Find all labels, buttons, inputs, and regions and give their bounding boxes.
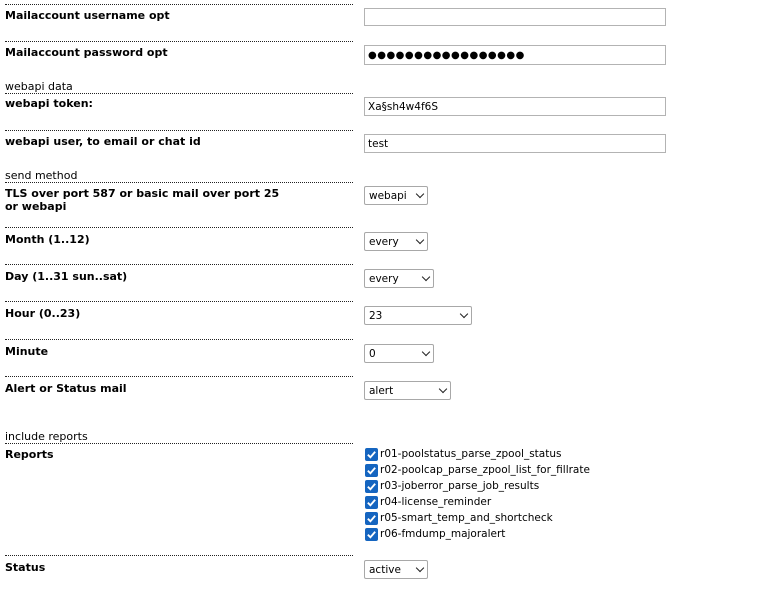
mail-password-input[interactable]: ●●●●●●●●●●●●●●●●● — [364, 45, 666, 65]
send-method-label — [5, 187, 305, 213]
send-method-label-line1: TLS over port 587 or basic mail over port 25 — [5, 187, 280, 200]
mail-username-label: Mailaccount username opt — [5, 9, 170, 22]
report-checkbox-label: r01-poolstatus_parse_zpool_status — [380, 448, 562, 460]
divider — [5, 130, 353, 131]
minute-value: 0 — [369, 347, 376, 360]
divider — [5, 376, 353, 377]
hour-select[interactable] — [364, 306, 472, 325]
chevron-down-icon — [439, 385, 447, 393]
webapi-user-label: webapi user, to email or chat id — [5, 135, 201, 148]
send-method-select[interactable] — [364, 186, 428, 205]
divider — [5, 93, 353, 94]
divider — [5, 555, 353, 556]
alert-status-select[interactable] — [364, 381, 451, 400]
webapi-token-input[interactable]: Xa§sh4w4f6S — [364, 97, 666, 116]
checkbox-checked-icon[interactable] — [365, 480, 378, 493]
minute-select[interactable] — [364, 344, 434, 363]
chevron-down-icon — [416, 190, 424, 198]
hour-label: Hour (0..23) — [5, 307, 81, 320]
divider — [5, 182, 353, 183]
divider — [5, 443, 353, 444]
chevron-down-icon — [416, 236, 424, 244]
send-method-value: webapi — [369, 189, 407, 202]
checkbox-checked-icon[interactable] — [365, 496, 378, 509]
divider — [5, 227, 353, 228]
alert-status-value: alert — [369, 384, 394, 397]
month-value: every — [369, 235, 399, 248]
report-checkbox-row[interactable] — [365, 446, 561, 462]
webapi-user-input[interactable]: test — [364, 134, 666, 153]
hour-value: 23 — [369, 309, 383, 322]
day-label: Day (1..31 sun..sat) — [5, 270, 128, 283]
mail-username-input[interactable] — [364, 8, 666, 26]
month-select[interactable] — [364, 232, 428, 251]
divider — [5, 41, 353, 42]
divider — [5, 339, 353, 340]
reports-label: Reports — [5, 448, 54, 461]
report-checkbox-row[interactable] — [365, 510, 553, 526]
chevron-down-icon — [422, 273, 430, 281]
checkbox-checked-icon[interactable] — [365, 464, 378, 477]
checkbox-checked-icon[interactable] — [365, 528, 378, 541]
divider — [5, 4, 353, 5]
chevron-down-icon — [416, 564, 424, 572]
report-checkbox-row[interactable] — [365, 526, 505, 542]
divider — [5, 301, 353, 302]
chevron-down-icon — [460, 310, 468, 318]
report-checkbox-label: r02-poolcap_parse_zpool_list_for_fillrate — [380, 464, 590, 476]
divider — [5, 264, 353, 265]
webapi-token-label: webapi token: — [5, 97, 93, 110]
checkbox-checked-icon[interactable] — [365, 512, 378, 525]
send-method-label-line2: or webapi — [5, 200, 67, 213]
alert-status-label: Alert or Status mail — [5, 382, 127, 395]
report-checkbox-label: r04-license_reminder — [380, 496, 492, 508]
status-select[interactable] — [364, 560, 428, 579]
day-select[interactable] — [364, 269, 434, 288]
report-checkbox-label: r05-smart_temp_and_shortcheck — [380, 512, 553, 524]
send-section-title: send method — [5, 169, 78, 182]
report-checkbox-label: r03-joberror_parse_job_results — [380, 480, 540, 492]
report-checkbox-row[interactable] — [365, 462, 590, 478]
webapi-section-title: webapi data — [5, 80, 73, 93]
reports-section-title: include reports — [5, 430, 88, 443]
day-value: every — [369, 272, 399, 285]
mail-password-label: Mailaccount password opt — [5, 46, 168, 59]
report-checkbox-label: r06-fmdump_majoralert — [380, 528, 506, 540]
report-checkbox-row[interactable] — [365, 494, 491, 510]
checkbox-checked-icon[interactable] — [365, 448, 378, 461]
minute-label: Minute — [5, 345, 49, 358]
status-label: Status — [5, 561, 46, 574]
chevron-down-icon — [422, 348, 430, 356]
month-label: Month (1..12) — [5, 233, 90, 246]
report-checkbox-row[interactable] — [365, 478, 539, 494]
status-value: active — [369, 563, 401, 576]
